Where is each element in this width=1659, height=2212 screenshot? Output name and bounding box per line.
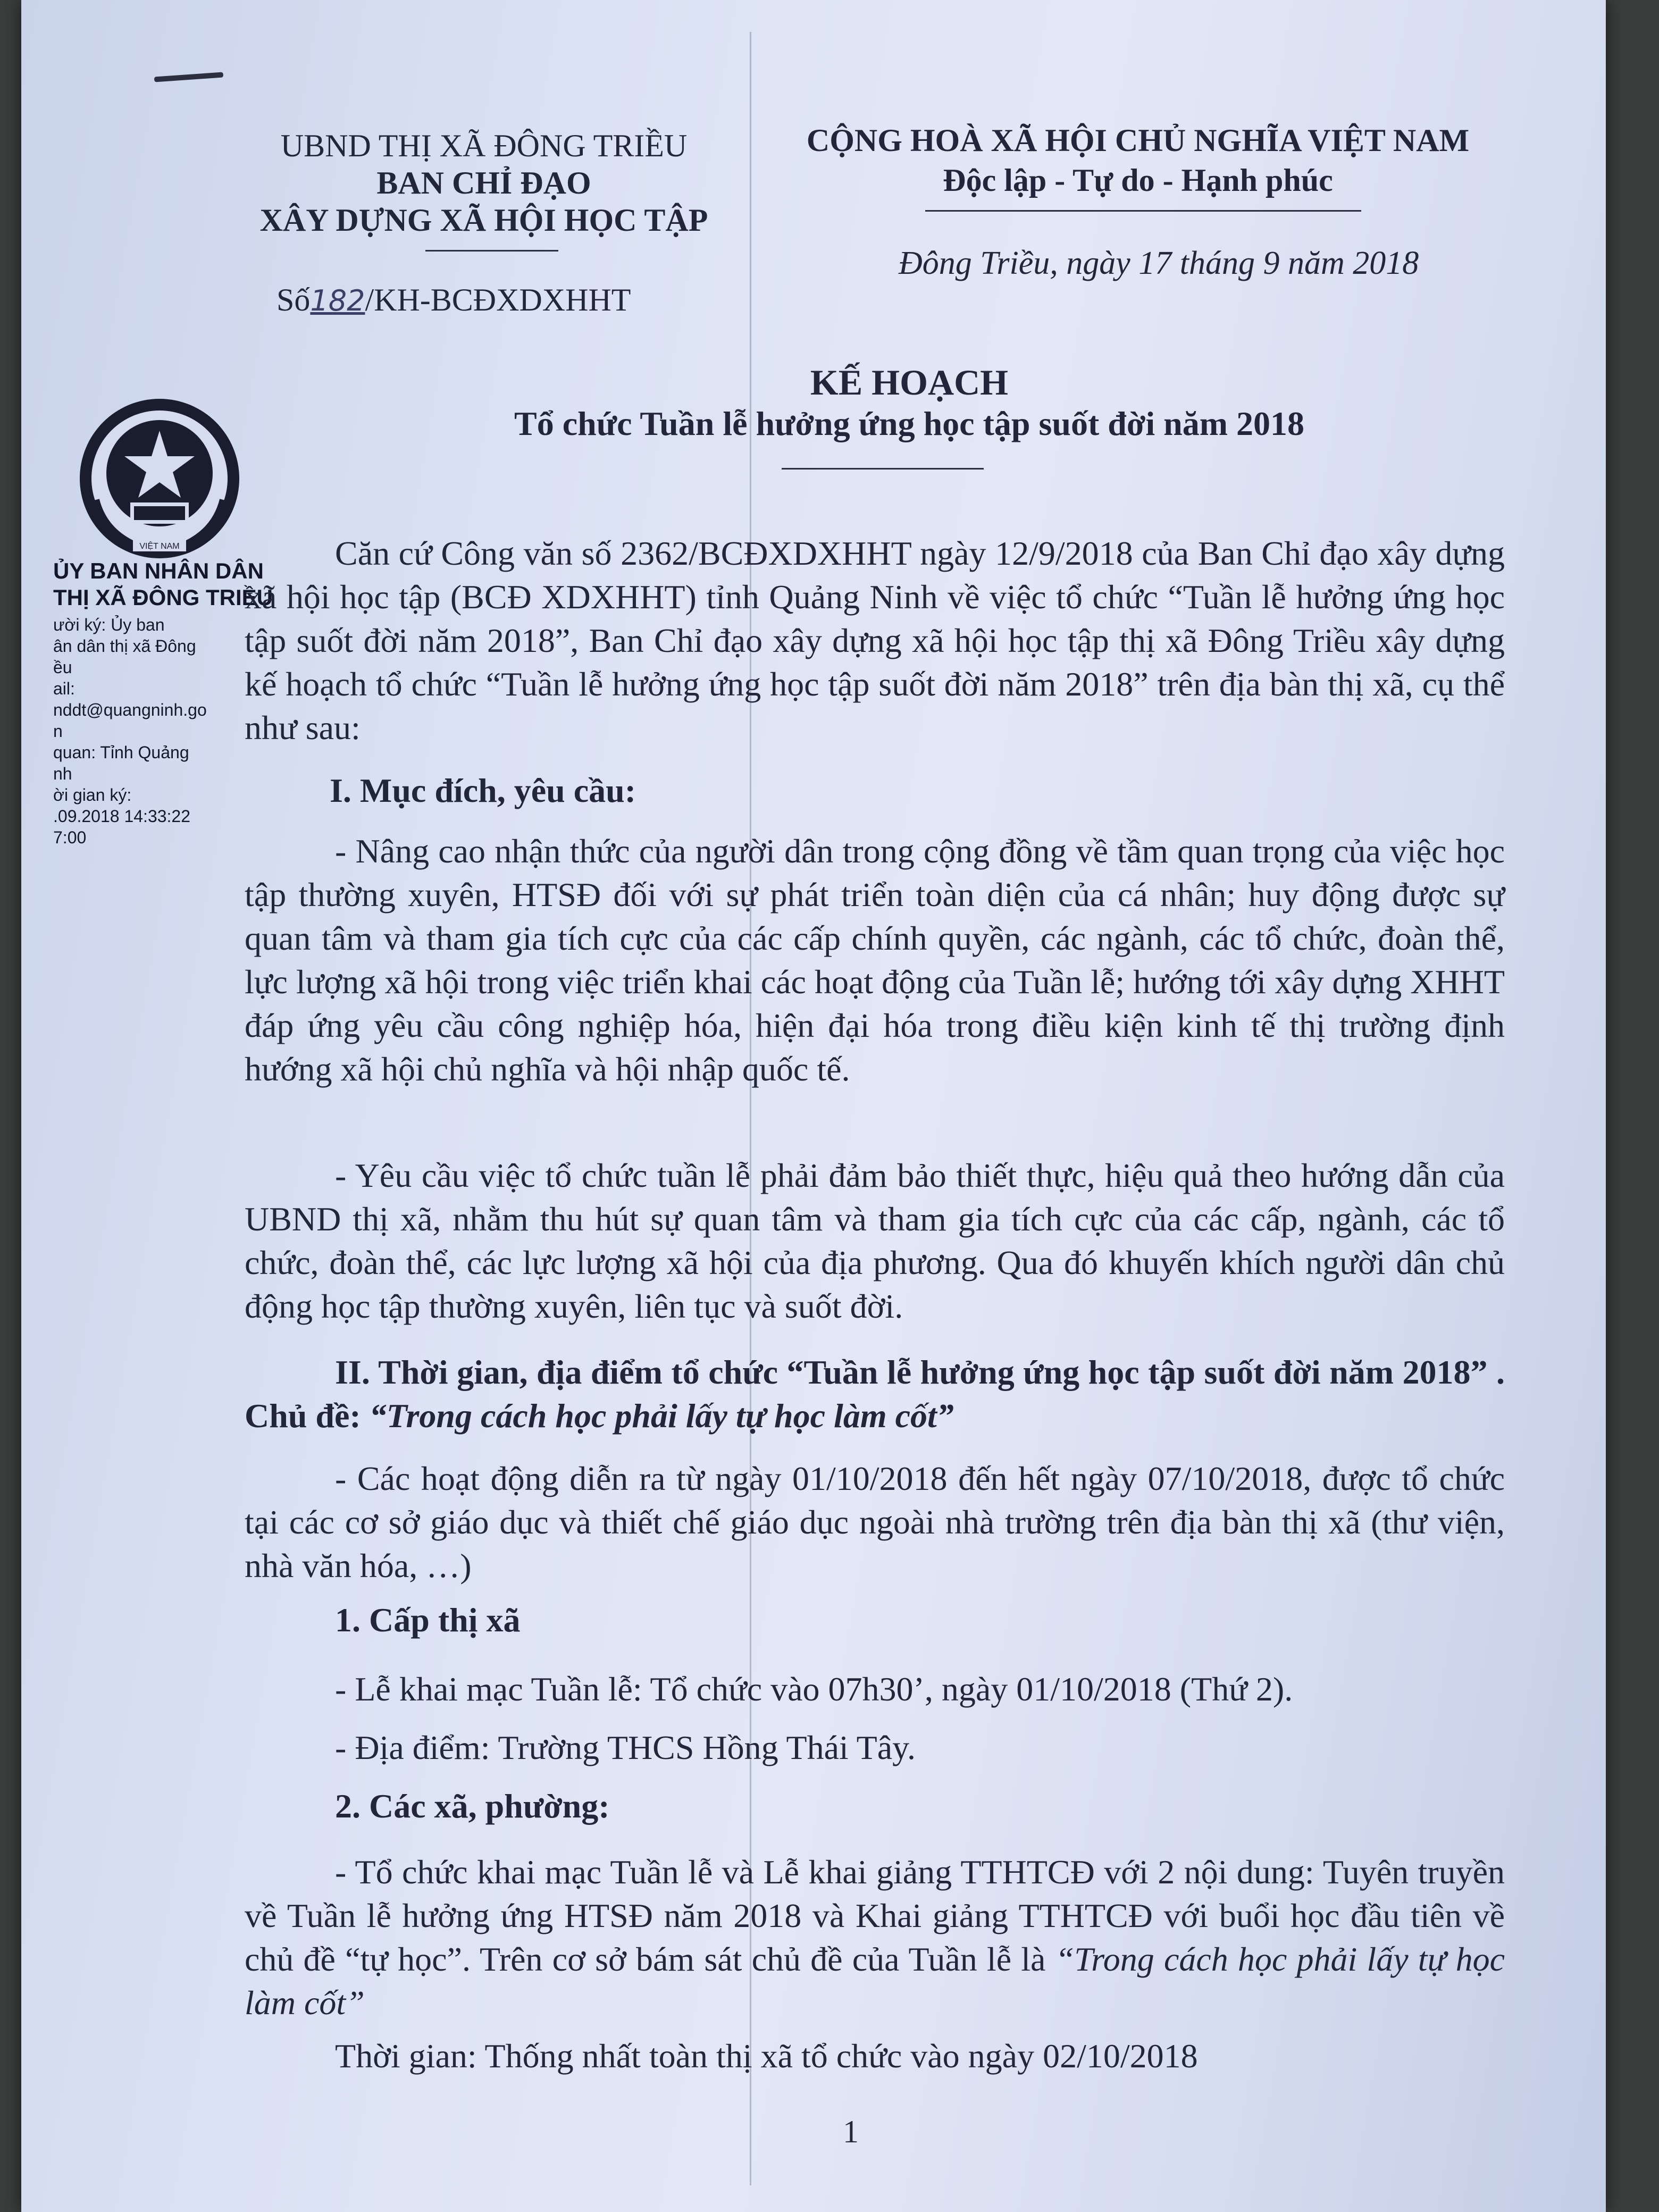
stamp-org2: THỊ XÃ ĐÔNG TRIỀU (53, 585, 273, 610)
subsection2-heading: 2. Các xã, phường: (335, 1787, 610, 1825)
header-left-line3: XÂY DỰNG XÃ HỘI HỌC TẬP (259, 203, 708, 238)
stamp-line: .09.2018 14:33:22 (53, 807, 191, 826)
stamp-org1: ỦY BAN NHÂN DÂN (53, 558, 264, 583)
stamp-line: ời gian ký: (53, 785, 132, 805)
pen-mark (154, 72, 223, 82)
document-date: Đông Triều, ngày 17 tháng 9 năm 2018 (899, 245, 1419, 281)
section1-paragraph2: - Yêu cầu việc tổ chức tuần lễ phải đảm bảo thiết thực, hiệu quả theo hướng dẫn của UBND thị xã, nhằm thu hút sự quan tâm và tham gia tích cực của các cấp, ngành, các tổ chức, đoàn thể, các lực lượng xã hội của địa phương. Qua đó khuyến khích người dân chủ động học tập thường xuyên, liên tục và suốt đời. (245, 1157, 1505, 1325)
header-left-line2: BAN CHỈ ĐẠO (376, 165, 591, 200)
subsection2-text: - Tổ chức khai mạc Tuần lễ và Lễ khai giảng TTHTCĐ với 2 nội dung: Tuyên truyền về Tuần lễ hưởng ứng HTSĐ năm 2018 và Khai giảng TTHTCĐ với buổi học đầu tiên về chủ đề “tự học”. Trên cơ sở bám sát chủ đề của Tuần lễ là (245, 1853, 1505, 1978)
title-rule (782, 468, 984, 470)
subsection1-heading: 1. Cấp thị xã (335, 1601, 521, 1639)
intro-paragraph: Căn cứ Công văn số 2362/BCĐXDXHHT ngày 12/9/2018 của Ban Chỉ đạo xây dựng xã hội học tập (BCĐ XDXHHT) tỉnh Quảng Ninh về việc tổ chức “Tuần lễ hưởng ứng học tập suốt đời năm 2018”, Ban Chỉ đạo xây dựng xã hội học tập thị xã Đông Triều xây dựng kế hoạch tổ chức “Tuần lễ hưởng ứng học tập suốt đời năm 2018” trên địa bàn thị xã, cụ thể như sau: (245, 534, 1505, 747)
header-right-line2: Độc lập - Tự do - Hạnh phúc (943, 163, 1333, 198)
document-page (21, 0, 1606, 2212)
header-right-line1: CỘNG HOÀ XÃ HỘI CHỦ NGHĨA VIỆT NAM (806, 123, 1470, 158)
stamp-line: ều (53, 658, 72, 677)
stamp-line: 7:00 (53, 828, 87, 847)
subsection2-theme: “Trong cách học phải lấy tự học làm cốt” (245, 1940, 1505, 2022)
section2-theme: “Trong cách học phải lấy tự học làm cốt” (369, 1397, 954, 1435)
stamp-line: quan: Tỉnh Quảng (53, 743, 189, 762)
subsection1-line2: - Địa điểm: Trường THCS Hồng Thái Tây. (335, 1729, 916, 1766)
subsection1-line1: - Lễ khai mạc Tuần lễ: Tổ chức vào 07h30’, ngày 01/10/2018 (Thứ 2). (335, 1670, 1293, 1708)
stamp-line: ail: (53, 679, 75, 698)
header-right-rule (925, 210, 1361, 212)
stamp-line: nh (53, 764, 72, 783)
handwritten-number: 182 (310, 284, 365, 317)
document-subtitle: Tổ chức Tuần lễ hưởng ứng học tập suốt đời năm 2018 (514, 405, 1304, 442)
stamp-line: ân dân thị xã Đông (53, 636, 196, 656)
document-number (276, 282, 631, 319)
number-prefix: Số (276, 282, 311, 317)
stamp-line: ười ký: Ủy ban (53, 615, 165, 634)
section1-paragraph1: - Nâng cao nhận thức của người dân trong cộng đồng về tầm quan trọng của việc học tập thường xuyên, HTSĐ đối với sự phát triển toàn diện của cá nhân; huy động được sự quan tâm và tham gia tích cực của các cấp chính quyền, các ngành, các tổ chức, đoàn thể, lực lượng xã hội trong việc triển khai các hoạt động của Tuần lễ; hướng tới xây dựng XHHT đáp ứng yêu cầu công nghiệp hóa, hiện đại hóa trong điều kiện kinh tế thị trường định hướng xã hội chủ nghĩa và hội nhập quốc tế. (245, 832, 1505, 1088)
subsection2-paragraph1 (245, 1850, 1505, 2025)
section2-heading-text: II. Thời gian, địa điểm tổ chức “Tuần lễ hưởng ứng học tập suốt đời năm 2018” . Chủ đề: (245, 1353, 1505, 1435)
header-left-line1: UBND THỊ XÃ ĐÔNG TRIỀU (280, 128, 688, 163)
number-suffix: /KH-BCĐXDXHHT (365, 282, 631, 317)
national-emblem-icon (74, 393, 245, 564)
section2-paragraph1: - Các hoạt động diễn ra từ ngày 01/10/2018 đến hết ngày 07/10/2018, được tổ chức tại các cơ sở giáo dục và thiết chế giáo dục ngoài nhà trường trên địa bàn thị xã (thư viện, nhà văn hóa, …) (245, 1460, 1505, 1585)
subsection2-time: Thời gian: Thống nhất toàn thị xã tổ chức vào ngày 02/10/2018 (335, 2037, 1198, 2075)
stamp-line: nddt@quangninh.go (53, 700, 207, 719)
stamp-line: n (53, 722, 63, 741)
document-title: KẾ HOẠCH (810, 362, 1009, 403)
stamp-details (53, 614, 245, 848)
emblem-text: VIỆT NAM (139, 542, 180, 551)
section1-heading: I. Mục đích, yêu cầu: (330, 772, 636, 809)
page-number: 1 (843, 2114, 859, 2149)
header-left-rule (425, 250, 558, 252)
section2-heading (245, 1351, 1505, 1438)
